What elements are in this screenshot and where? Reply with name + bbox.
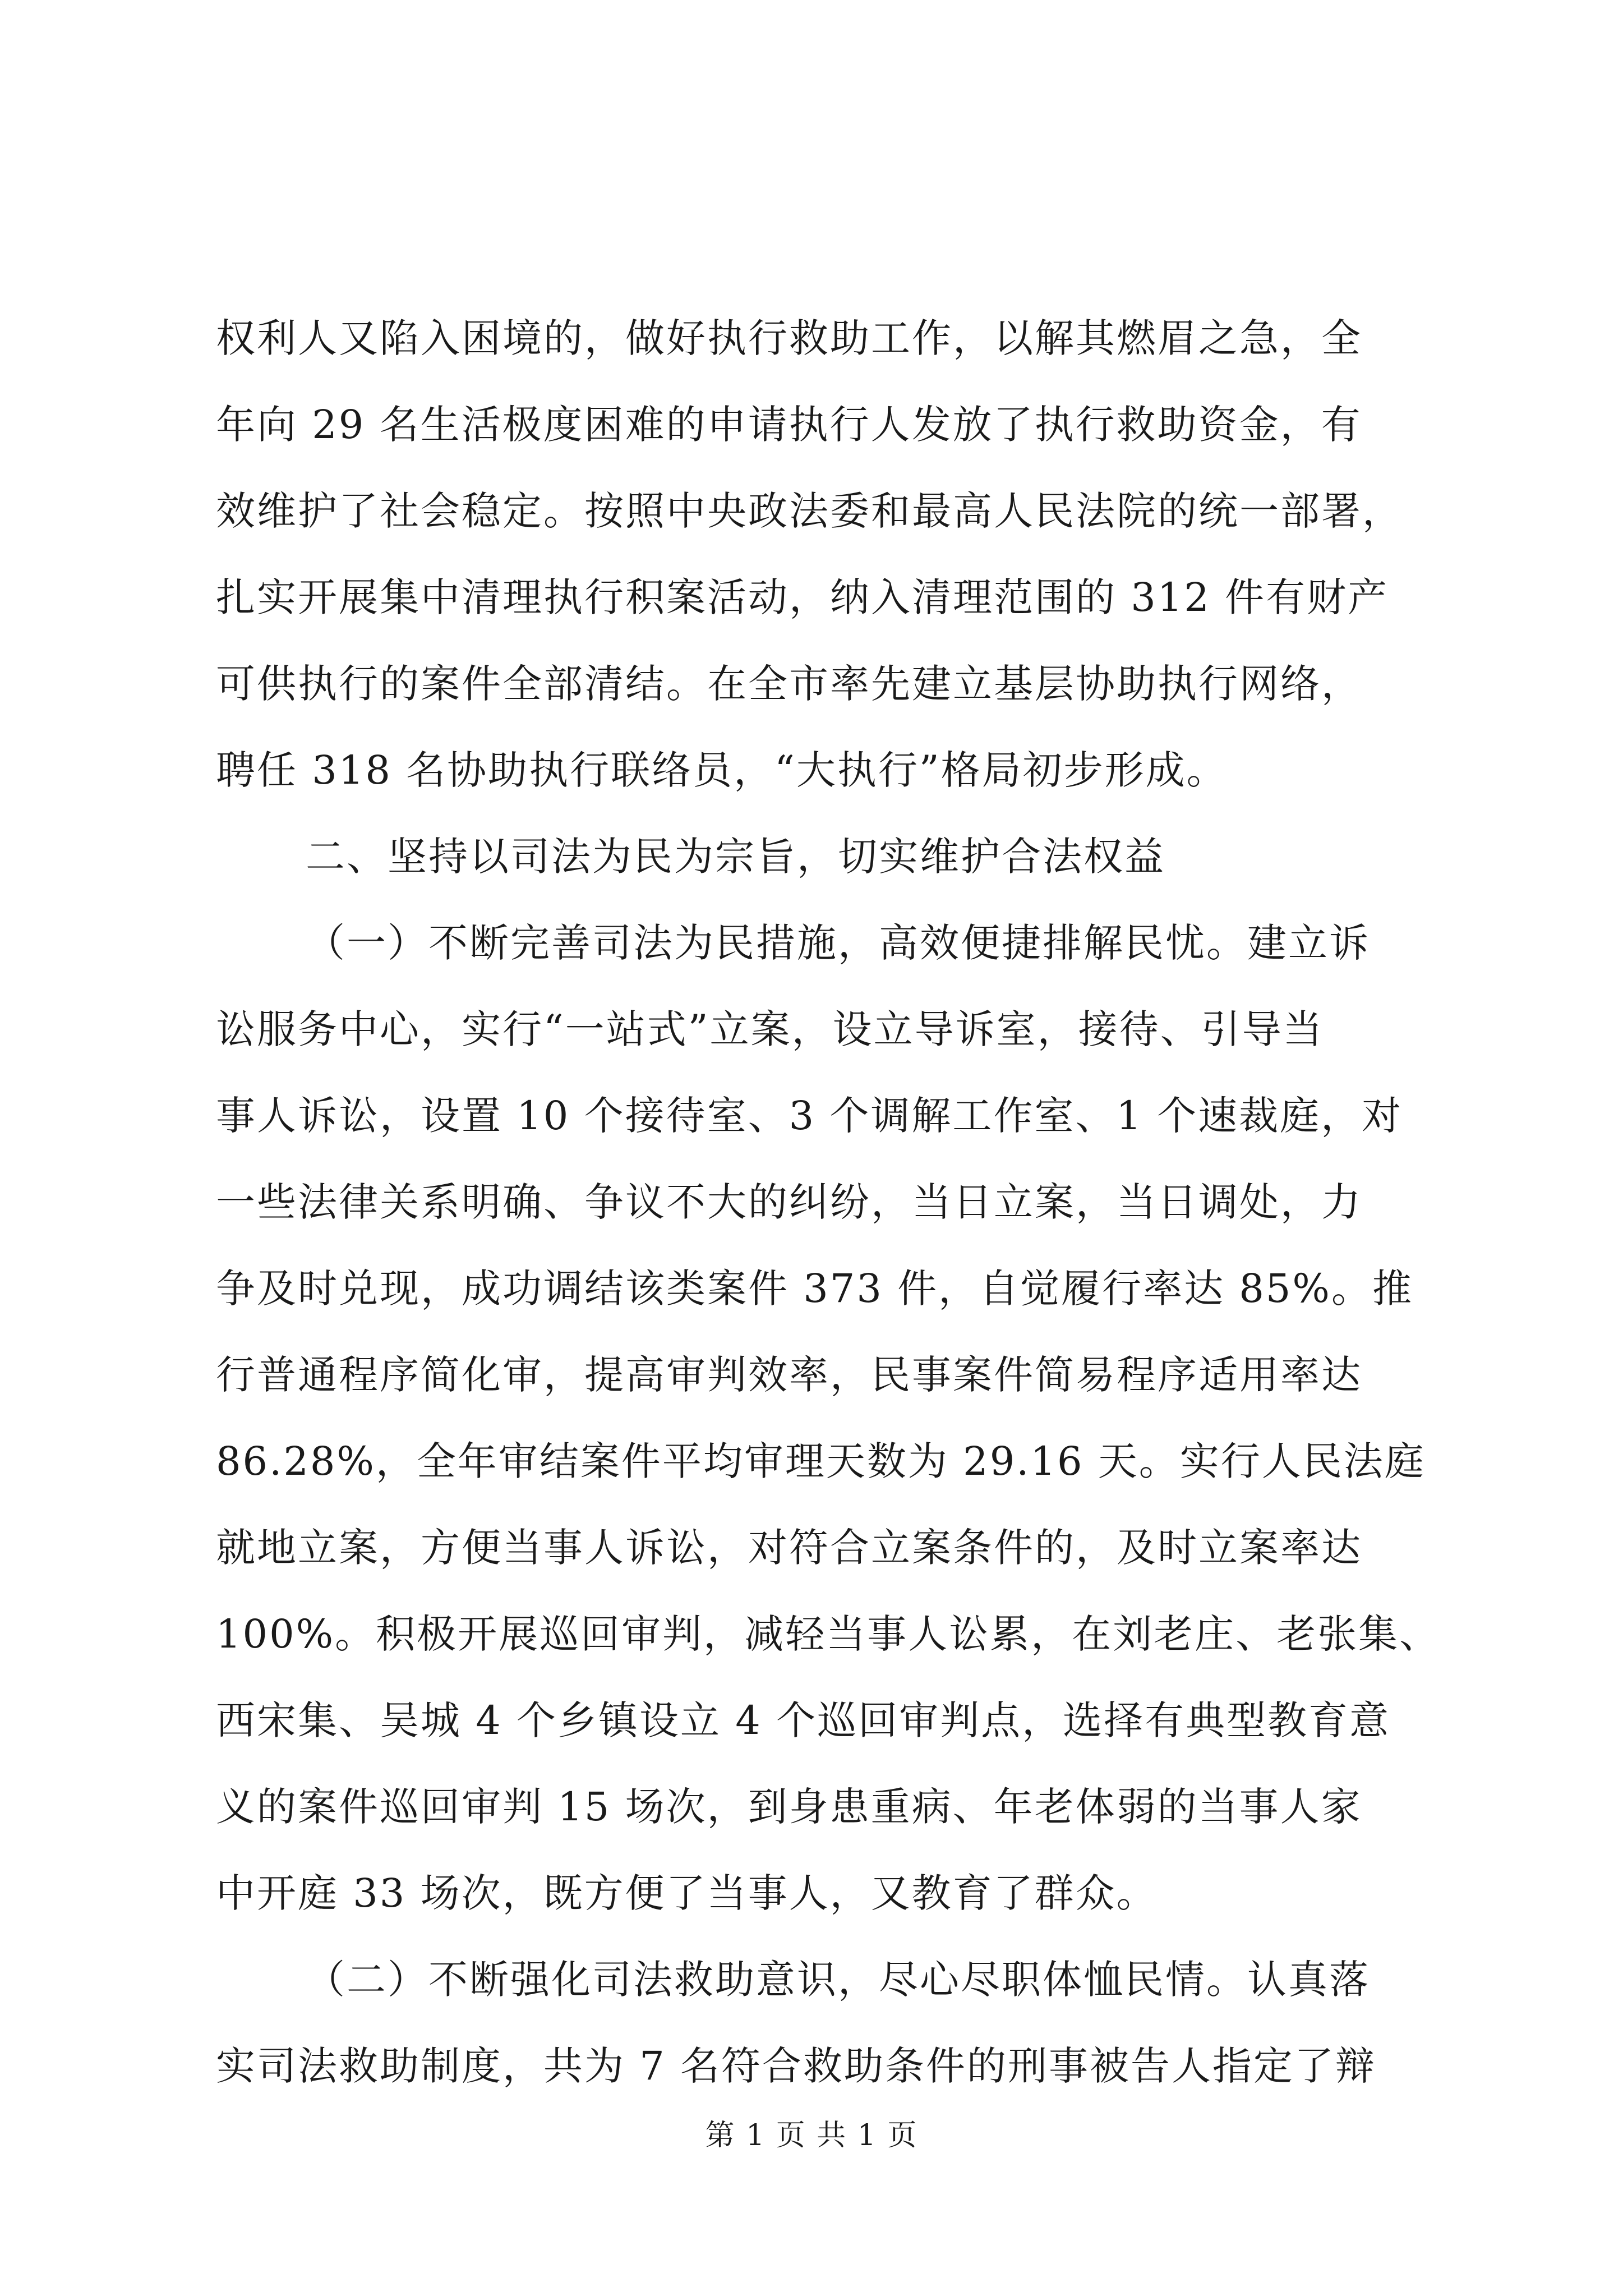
text-line: 86.28%，全年审结案件平均审理天数为 29.16 天。实行人民法庭 xyxy=(216,1438,1426,1484)
text-line: 权利人又陷入困境的，做好执行救助工作，以解其燃眉之急，全 xyxy=(216,315,1362,361)
section-heading: 二、坚持以司法为民为宗旨，切实维护合法权益 xyxy=(306,834,1165,880)
text-line: 可供执行的案件全部清结。在全市率先建立基层协助执行网络， xyxy=(216,661,1362,707)
text-line: 义的案件巡回审判 15 场次，到身患重病、年老体弱的当事人家 xyxy=(216,1784,1362,1830)
page-footer: 第 1 页 共 1 页 xyxy=(705,2119,918,2152)
text-line: 事人诉讼，设置 10 个接待室、3 个调解工作室、1 个速裁庭，对 xyxy=(216,1093,1403,1139)
text-line: 扎实开展集中清理执行积案活动，纳入清理范围的 312 件有财产 xyxy=(216,574,1389,620)
text-line: 100%。积极开展巡回审判，减轻当事人讼累，在刘老庄、老张集、 xyxy=(216,1611,1441,1657)
text-line: 西宋集、吴城 4 个乡镇设立 4 个巡回审判点，选择有典型教育意 xyxy=(216,1697,1391,1743)
text-line: （二）不断强化司法救助意识，尽心尽职体恤民情。认真落 xyxy=(306,1957,1370,2003)
text-line: 讼服务中心，实行“一站式”立案，设立导诉室，接待、引导当 xyxy=(216,1006,1324,1052)
text-line: 中开庭 33 场次，既方便了当事人，又教育了群众。 xyxy=(216,1870,1158,1916)
text-line: （一）不断完善司法为民措施，高效便捷排解民忧。建立诉 xyxy=(306,920,1370,966)
body-text xyxy=(216,295,1444,2109)
text-line: 就地立案，方便当事人诉讼，对符合立案条件的，及时立案率达 xyxy=(216,1525,1362,1571)
text-line: 效维护了社会稳定。按照中央政法委和最高人民法院的统一部署， xyxy=(216,488,1403,534)
text-line: 行普通程序简化审，提高审判效率，民事案件简易程序适用率达 xyxy=(216,1352,1362,1398)
text-line: 一些法律关系明确、争议不大的纠纷，当日立案，当日调处，力 xyxy=(216,1179,1362,1225)
text-line: 年向 29 名生活极度困难的申请执行人发放了执行救助资金，有 xyxy=(216,402,1362,448)
text-line: 聘任 318 名协助执行联络员，“大执行”格局初步形成。 xyxy=(216,747,1228,793)
text-line: 实司法救助制度，共为 7 名符合救助条件的刑事被告人指定了辩 xyxy=(216,2043,1377,2089)
text-line: 争及时兑现，成功调结该类案件 373 件，自觉履行率达 85%。推 xyxy=(216,1266,1413,1312)
